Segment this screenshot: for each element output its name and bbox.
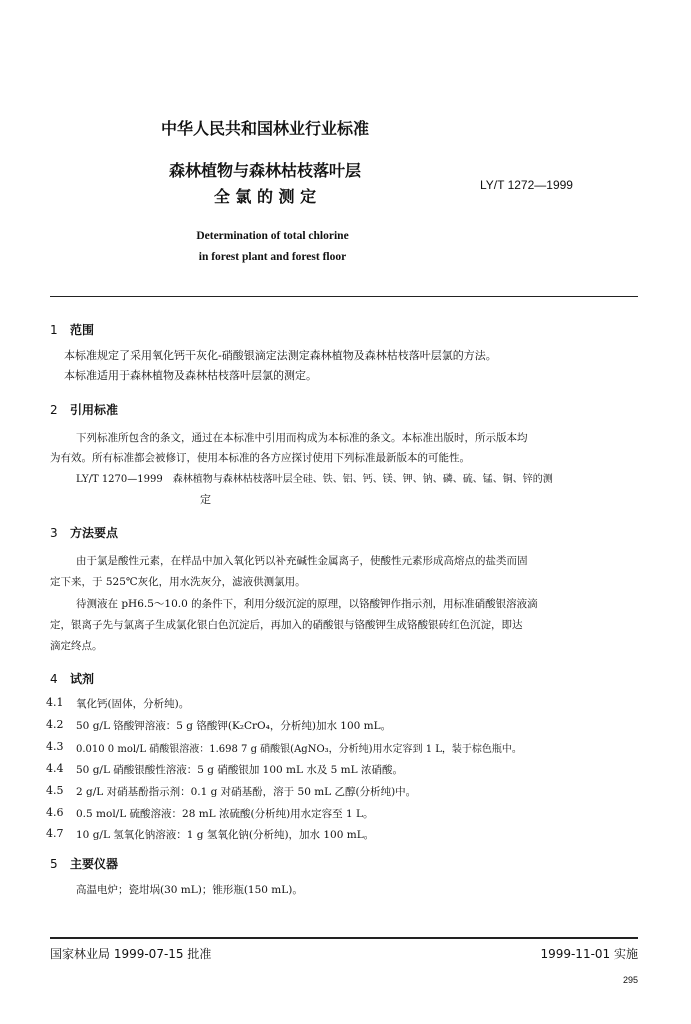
english-title-line-2: in forest plant and forest floor [198,251,347,263]
english-title [0,226,545,268]
section-3-heading [50,524,118,541]
item-number: 4.2 [46,718,64,731]
referenced-standard-continued: 定 [200,493,211,506]
paragraph: 本标准适用于森林植物及森林枯枝落叶层氯的测定。 [64,369,317,382]
header-divider [50,296,638,297]
section-2-heading [50,401,118,418]
paragraph: 本标准规定了采用氧化钙干灰化-硝酸银滴定法测定森林植物及森林枯枝落叶层氯的方法。 [64,349,497,362]
reagent-item: 50 g/L 硝酸银酸性溶液：5 g 硝酸银加 100 mL 水及 5 mL 浓硝酸。 [76,764,403,776]
reagent-item: 10 g/L 氢氧化钠溶液：1 g 氢氧化钠(分析纯)，加水 100 mL。 [76,829,375,841]
paragraph: 由于氯是酸性元素，在样品中加入氧化钙以补充碱性金属离子，使酸性元素形成高熔点的盐类而固 [76,555,528,567]
item-number: 4.5 [46,784,64,797]
section-number: 4 [50,672,58,686]
title-line-2: 全 氯 的 测 定 [213,187,317,206]
page-number: 295 [622,975,638,985]
section-number: 5 [50,857,58,871]
paragraph: 下列标准所包含的条文，通过在本标准中引用而构成为本标准的条文。本标准出版时，所示版本均 [76,432,528,444]
section-title: 方法要点 [70,526,119,540]
section-title: 主要仪器 [70,857,119,871]
english-title-line-1: Determination of total chlorine [196,230,349,242]
section-title: 范围 [70,323,95,337]
item-number: 4.7 [46,827,64,840]
section-number: 3 [50,526,58,540]
paragraph: 定，银离子先与氯离子生成氯化银白色沉淀后，再加入的硝酸银与铬酸钾生成铬酸银砖红色沉淀，即达 [50,619,523,631]
section-number: 2 [50,403,58,417]
referenced-standard: LY/T 1270—1999 森林植物与森林枯枝落叶层全硅、铁、铝、钙、镁、钾、钠、磷、硫、锰、铜、锌的测 [76,474,553,485]
item-number: 4.4 [46,762,64,775]
document-title [0,158,530,210]
section-title: 引用标准 [70,403,119,417]
footer-divider [50,937,638,939]
paragraph: 为有效。所有标准都会被修订，使用本标准的各方应探讨使用下列标准最新版本的可能性。 [50,452,470,464]
section-number: 1 [50,323,58,337]
item-number: 4.3 [46,740,64,753]
section-4-heading [50,670,94,687]
standard-code: LY/T 1272—1999 [480,178,573,192]
paragraph: 定下来，于 525℃灰化，用水洗灰分，滤液供测氯用。 [50,576,306,588]
section-1-heading [50,321,94,338]
reagent-item: 0.5 mol/L 硫酸溶液：28 mL 浓硫酸(分析纯)用水定容至 1 L。 [76,808,374,820]
reagent-item: 50 g/L 铬酸钾溶液：5 g 铬酸钾(K₂CrO₄，分析纯)加水 100 mL。 [76,720,392,732]
item-number: 4.1 [46,696,64,709]
reagent-item: 0.010 0 mol/L 硝酸银溶液：1.698 7 g 硝酸银(AgNO₃，分析纯)用水定容到 1 L，装于棕色瓶中。 [76,744,522,755]
section-5-heading [50,855,118,872]
title-line-1: 森林植物与森林枯枝落叶层 [168,161,361,180]
paragraph: 待测液在 pH6.5～10.0 的条件下，利用分级沉淀的原理，以铬酸钾作指示剂，用标准硝酸银溶液滴 [76,598,538,610]
section-title: 试剂 [70,672,95,686]
effective-date: 1999-11-01 实施 [540,947,638,961]
paragraph: 高温电炉；瓷坩埚(30 mL)；锥形瓶(150 mL)。 [76,884,303,896]
paragraph: 滴定终点。 [50,640,103,652]
reagent-item: 氧化钙(固体，分析纯)。 [76,698,190,710]
reagent-item: 2 g/L 对硝基酚指示剂：0.1 g 对硝基酚，溶于 50 mL 乙醇(分析纯)中。 [76,786,417,798]
ministry-header: 中华人民共和国林业行业标准 [160,119,369,138]
approval-date: 国家林业局 1999-07-15 批准 [50,947,212,961]
item-number: 4.6 [46,806,64,819]
